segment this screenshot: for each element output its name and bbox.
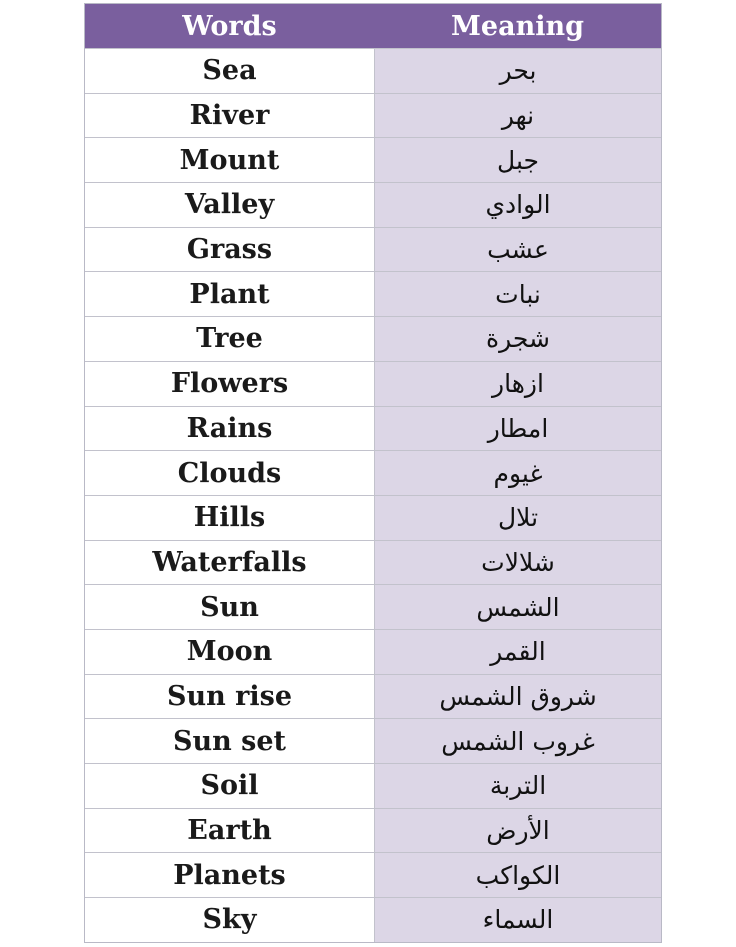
meaning-cell: الكواكب xyxy=(374,853,661,897)
table-row xyxy=(85,852,661,897)
table-row xyxy=(85,629,661,674)
header-meaning: Meaning xyxy=(451,10,584,42)
word-cell: Waterfalls xyxy=(85,541,374,585)
table-row xyxy=(85,227,661,272)
table-header xyxy=(85,4,661,48)
word-cell: Hills xyxy=(85,496,374,540)
word-cell: Rains xyxy=(85,407,374,451)
meaning-cell: شلالات xyxy=(374,541,661,585)
word-cell: Tree xyxy=(85,317,374,361)
table-row xyxy=(85,48,661,93)
meaning-cell: غيوم xyxy=(374,451,661,495)
word-cell: Sea xyxy=(85,49,374,93)
table-row xyxy=(85,406,661,451)
table-row xyxy=(85,763,661,808)
meaning-cell: الوادي xyxy=(374,183,661,227)
meaning-cell: التربة xyxy=(374,764,661,808)
word-cell: Soil xyxy=(85,764,374,808)
meaning-cell: ازهار xyxy=(374,362,661,406)
table-row xyxy=(85,674,661,719)
word-cell: Moon xyxy=(85,630,374,674)
header-words: Words xyxy=(182,10,277,42)
meaning-cell: السماء xyxy=(374,898,661,942)
word-cell: Sky xyxy=(85,898,374,942)
table-row xyxy=(85,182,661,227)
meaning-cell: شروق الشمس xyxy=(374,675,661,719)
word-cell: Planets xyxy=(85,853,374,897)
meaning-cell: القمر xyxy=(374,630,661,674)
table-row xyxy=(85,93,661,138)
meaning-cell: الشمس xyxy=(374,585,661,629)
word-cell: Sun xyxy=(85,585,374,629)
meaning-cell: الأرض xyxy=(374,809,661,853)
table-row xyxy=(85,271,661,316)
word-cell: Earth xyxy=(85,809,374,853)
word-cell: Clouds xyxy=(85,451,374,495)
table-row xyxy=(85,361,661,406)
word-cell: River xyxy=(85,94,374,138)
vocabulary-table xyxy=(84,3,662,943)
word-cell: Flowers xyxy=(85,362,374,406)
meaning-cell: شجرة xyxy=(374,317,661,361)
table-row xyxy=(85,137,661,182)
word-cell: Grass xyxy=(85,228,374,272)
word-cell: Mount xyxy=(85,138,374,182)
word-cell: Sun rise xyxy=(85,675,374,719)
table-row xyxy=(85,316,661,361)
table-row xyxy=(85,450,661,495)
meaning-cell: جبل xyxy=(374,138,661,182)
table-row xyxy=(85,540,661,585)
word-cell: Sun set xyxy=(85,719,374,763)
meaning-cell: عشب xyxy=(374,228,661,272)
table-row xyxy=(85,808,661,853)
word-cell: Valley xyxy=(85,183,374,227)
table-body xyxy=(85,48,661,942)
table-row xyxy=(85,495,661,540)
table-row xyxy=(85,584,661,629)
meaning-cell: بحر xyxy=(374,49,661,93)
word-cell: Plant xyxy=(85,272,374,316)
meaning-cell: نهر xyxy=(374,94,661,138)
table-row xyxy=(85,897,661,942)
table-row xyxy=(85,718,661,763)
meaning-cell: نبات xyxy=(374,272,661,316)
meaning-cell: غروب الشمس xyxy=(374,719,661,763)
meaning-cell: تلال xyxy=(374,496,661,540)
meaning-cell: امطار xyxy=(374,407,661,451)
